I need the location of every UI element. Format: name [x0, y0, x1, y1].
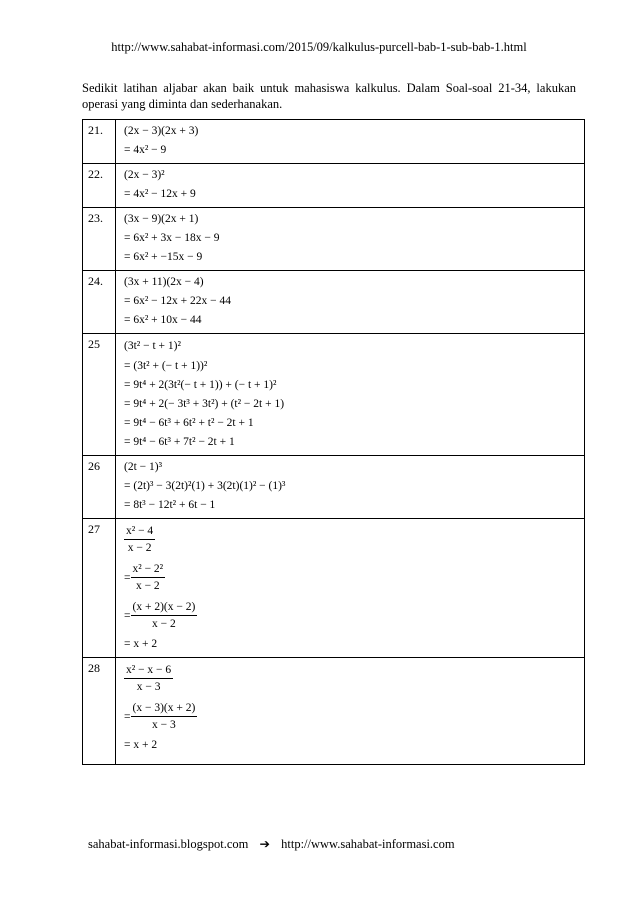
problem-number: 27 — [83, 519, 116, 658]
math-line: = 9t⁴ + 2(3t²(− t + 1)) + (− t + 1)² — [124, 379, 277, 391]
solution-cell — [116, 456, 585, 519]
solution-cell — [116, 334, 585, 456]
numerator: (x − 3)(x + 2) — [131, 700, 198, 717]
problem-number: 21. — [83, 120, 116, 164]
table-row — [83, 164, 585, 208]
table-row — [83, 208, 585, 271]
footer-blog-link[interactable]: sahabat-informasi.blogspot.com — [88, 837, 249, 851]
table-row — [83, 658, 585, 765]
numerator: x² − 2² — [131, 561, 166, 578]
table-row — [83, 334, 585, 456]
math-line: (2t − 1)³ — [124, 461, 163, 473]
header-url[interactable]: http://www.sahabat-informasi.com/2015/09/kalkulus-purcell-bab-1-sub-bab-1.html — [111, 40, 527, 54]
math-line: (3x − 9)(2x + 1) — [124, 213, 199, 225]
solution-cell — [116, 208, 585, 271]
problem-number: 28 — [83, 658, 116, 765]
fraction — [131, 561, 166, 595]
problem-number: 24. — [83, 271, 116, 334]
math-line: (3x + 11)(2x − 4) — [124, 276, 204, 288]
math-line: = 6x² + 3x − 18x − 9 — [124, 232, 220, 244]
math-line: (3t² − t + 1)² — [124, 340, 181, 352]
math-line: = 6x² + −15x − 9 — [124, 251, 203, 263]
math-line: = 4x² − 9 — [124, 144, 167, 156]
math-line: = 6x² − 12x + 22x − 44 — [124, 295, 232, 307]
fraction-line — [124, 597, 584, 635]
solution-cell — [116, 519, 585, 658]
math-line: = x + 2 — [124, 739, 158, 751]
intro-paragraph: Sedikit latihan aljabar akan baik untuk mahasiswa kalkulus. Dalam Soal-soal 21-34, lakukan operasi yang diminta dan sederhanakan. — [82, 81, 576, 111]
fraction-line — [124, 660, 584, 698]
equals-sign: = — [124, 610, 131, 622]
fraction — [124, 662, 173, 696]
fraction-line — [124, 559, 584, 597]
exercise-table — [82, 119, 585, 765]
equals-sign: = — [124, 711, 131, 723]
fraction-line — [124, 521, 584, 559]
numerator: x² − 4 — [124, 523, 155, 540]
denominator: x − 3 — [136, 681, 161, 693]
solution-cell — [116, 658, 585, 765]
math-line: = x + 2 — [124, 638, 158, 650]
equals-sign: = — [124, 572, 131, 584]
fraction — [131, 700, 198, 734]
solution-cell — [116, 164, 585, 208]
math-line: = 9t⁴ − 6t³ + 7t² − 2t + 1 — [124, 436, 235, 448]
denominator: x − 3 — [152, 719, 176, 731]
table-row — [83, 456, 585, 519]
math-line: = 4x² − 12x + 9 — [124, 188, 196, 200]
problem-number: 25 — [83, 334, 116, 456]
math-line: = 6x² + 10x − 44 — [124, 314, 202, 326]
solution-cell — [116, 271, 585, 334]
denominator: x − 2 — [152, 618, 176, 630]
table-row — [83, 271, 585, 334]
problem-number: 22. — [83, 164, 116, 208]
numerator: (x + 2)(x − 2) — [131, 599, 198, 616]
arrow-right-icon: ➔ — [259, 836, 270, 851]
math-line: = (3t² + (− t + 1))² — [124, 360, 208, 372]
fraction-line — [124, 698, 584, 736]
math-line: (2x − 3)(2x + 3) — [124, 125, 199, 137]
math-line: = (2t)³ − 3(2t)²(1) + 3(2t)(1)² − (1)³ — [124, 480, 286, 492]
table-row — [83, 120, 585, 164]
solution-cell — [116, 120, 585, 164]
denominator: x − 2 — [135, 580, 160, 592]
math-line: (2x − 3)² — [124, 169, 165, 181]
math-line: = 9t⁴ − 6t³ + 6t² + t² − 2t + 1 — [124, 417, 254, 429]
denominator: x − 2 — [127, 542, 152, 554]
footer-site-link[interactable]: http://www.sahabat-informasi.com — [281, 837, 455, 851]
math-line: = 8t³ − 12t² + 6t − 1 — [124, 499, 216, 511]
fraction — [131, 599, 198, 633]
numerator: x² − x − 6 — [124, 662, 173, 679]
problem-number: 23. — [83, 208, 116, 271]
fraction — [124, 523, 155, 557]
table-row — [83, 519, 585, 658]
problem-number: 26 — [83, 456, 116, 519]
math-line: = 9t⁴ + 2(− 3t³ + 3t²) + (t² − 2t + 1) — [124, 398, 285, 410]
footer — [88, 836, 455, 852]
